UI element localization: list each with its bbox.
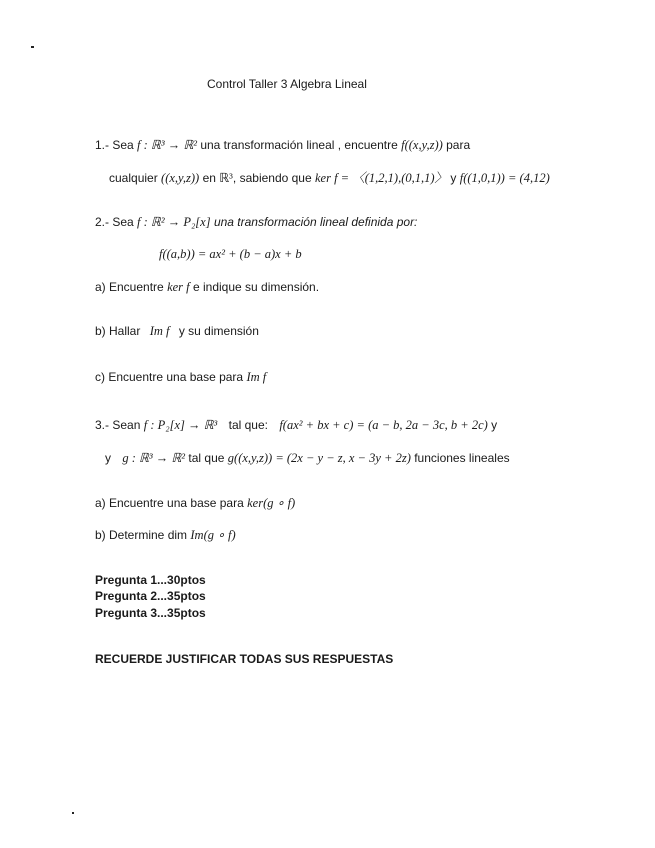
q2-c-expr: Im f: [246, 370, 267, 384]
q3-formula2: g((x,y,z)) = (2x − y − z, x − 3y + 2z): [227, 451, 411, 465]
q2-b-text2: y su dimensión: [178, 324, 259, 338]
q1-label: 1.- Sea: [95, 138, 134, 152]
q3-text3: tal que: [188, 451, 225, 465]
q3-a-expr: ker(g ∘ f): [247, 496, 296, 510]
q3-text4: funciones lineales: [414, 451, 510, 465]
page-title: Control Taller 3 Algebra Lineal: [207, 77, 367, 91]
q2-part-c: [95, 370, 266, 385]
q3-formula: f(ax² + bx + c) = (a − b, 2a − 3c, b + 2c): [279, 418, 488, 432]
q2-b-expr: Im f: [149, 324, 170, 338]
question-2-line-1: [95, 215, 417, 230]
q1-expr2: ((x,y,z)): [161, 171, 200, 185]
score-q2: Pregunta 2...35ptos: [95, 589, 206, 603]
q3-line2-y: y: [105, 451, 111, 465]
q1-text4: en: [202, 171, 216, 185]
q3-b-expr: Im(g ∘ f): [190, 528, 236, 542]
q2-text1: una transformación lineal definida por:: [213, 215, 418, 229]
score-q1: Pregunta 1...30ptos: [95, 573, 206, 587]
scan-speck: [72, 812, 74, 814]
q2-a-expr: ker f: [167, 280, 190, 294]
question-3-line-2: [105, 451, 510, 466]
q1-expr4: ker f = 〈(1,2,1),(0,1,1)〉: [315, 171, 448, 185]
q2-label: 2.- Sea: [95, 215, 134, 229]
q3-text2: y: [491, 418, 498, 432]
scan-speck: [31, 46, 34, 48]
q2-a-text1: a) Encuentre: [95, 280, 164, 294]
q3-a-text: a) Encuentre una base para: [95, 496, 244, 510]
q2-c-text1: c) Encuentre una base para: [95, 370, 244, 384]
justify-reminder: RECUERDE JUSTIFICAR TODAS SUS RESPUESTAS: [95, 652, 394, 666]
q3-text1: tal que:: [228, 418, 268, 432]
q1-text2: para: [446, 138, 471, 152]
q1-text5: , sabiendo que: [232, 171, 312, 185]
q2-map: f : ℝ² → P₂[x]: [137, 215, 211, 229]
q3-map: f : P₂[x] → ℝ³: [143, 418, 218, 432]
q1-expr5: f((1,0,1)) = (4,12): [459, 171, 550, 185]
q3-map2: g : ℝ³ → ℝ²: [122, 451, 186, 465]
q2-part-b: [95, 324, 259, 339]
q2-formula-text: f((a,b)) = ax² + (b − a)x + b: [159, 247, 302, 261]
q3-part-b: [95, 528, 236, 543]
q2-b-text1: b) Hallar: [95, 324, 141, 338]
question-3-line-1: [95, 418, 497, 433]
q2-a-text2: e indique su dimensión.: [192, 280, 320, 294]
q1-text1: una transformación lineal , encuentre: [200, 138, 398, 152]
score-q3: Pregunta 3...35ptos: [95, 606, 206, 620]
question-1-line-2: [109, 171, 550, 186]
question-1-line-1: [95, 138, 470, 153]
q2-formula: [159, 247, 302, 262]
q1-text3: cualquier: [109, 171, 158, 185]
q1-map: f : ℝ³ → ℝ²: [137, 138, 197, 152]
q3-b-text: b) Determine dim: [95, 528, 188, 542]
q3-label: 3.- Sean: [95, 418, 141, 432]
q1-text6: y: [450, 171, 457, 185]
q2-part-a: [95, 280, 319, 295]
q3-part-a: [95, 496, 295, 511]
q1-expr3: ℝ³: [219, 171, 233, 185]
q1-expr1: f((x,y,z)): [401, 138, 443, 152]
